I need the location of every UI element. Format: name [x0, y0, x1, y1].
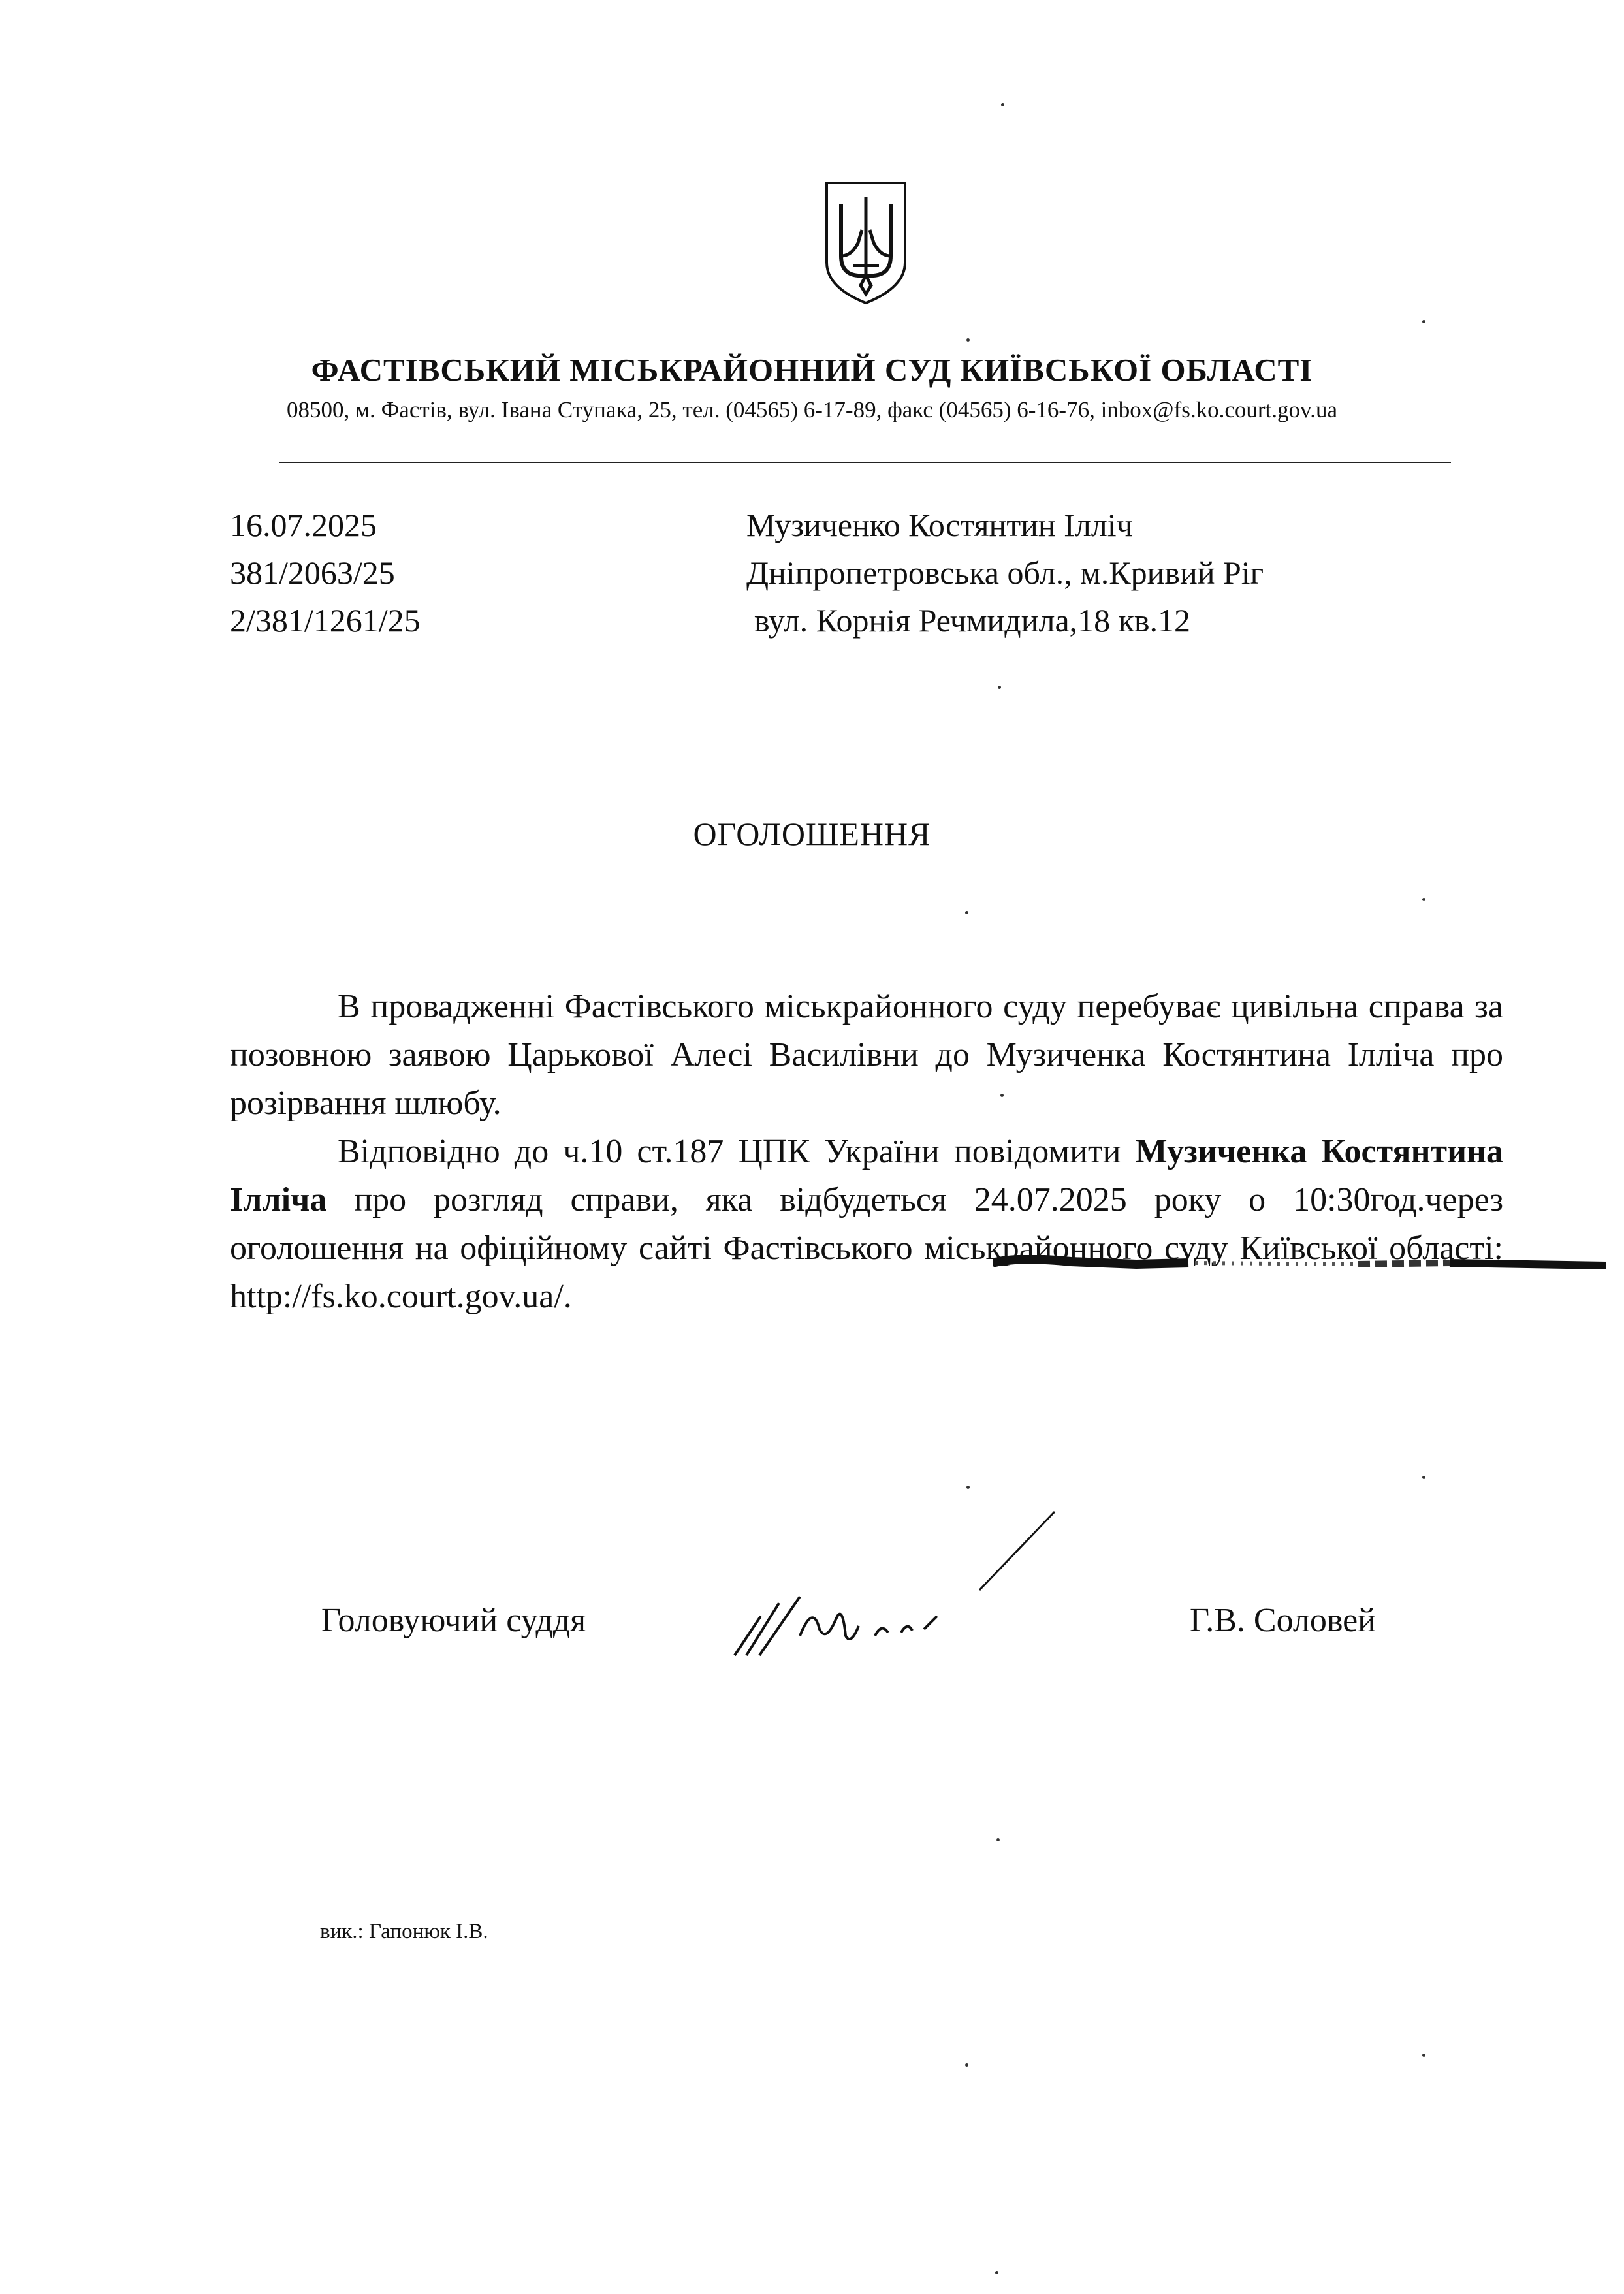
- handwritten-signature: [722, 1505, 1061, 1668]
- scan-speck: [1422, 320, 1425, 323]
- scan-speck: [965, 2063, 968, 2067]
- paragraph-notification: [230, 1128, 1503, 1321]
- proceeding-number: 2/381/1261/25: [230, 602, 421, 639]
- scanner-streak: [993, 1255, 1606, 1275]
- paragraph-proceeding: В провадженні Фастівського міськрайонного суду перебуває цивільна справа за позовною заявою Царькової Алесі Василівни до Музиченка Костянтина Ілліча про розірвання шлюбу.: [230, 988, 1503, 1122]
- scan-speck: [1422, 1476, 1425, 1479]
- scan-speck: [996, 1838, 1000, 1841]
- scan-speck: [965, 911, 968, 914]
- notification-tail: про розгляд справи, яка відбудеться 24.07.2025 року о 10:30год.через оголошення на офіційному сайті Фастівського міськрайонного суду Київської області: http://fs.ko.court.gov.ua/.: [230, 1181, 1503, 1315]
- scan-speck: [966, 338, 970, 342]
- court-name: ФАСТІВСЬКИЙ МІСЬКРАЙОННИЙ СУД КИЇВСЬКОЇ ОБЛАСТІ: [311, 352, 1313, 388]
- scan-speck: [966, 1486, 970, 1489]
- recipient-region-city: Дніпропетровська обл., м.Кривий Ріг: [746, 554, 1264, 591]
- recipient-name: Музиченко Костянтин Ілліч: [746, 507, 1133, 543]
- scan-speck: [1000, 1094, 1004, 1097]
- executor-line: вик.: Гапонюк І.В.: [320, 1920, 488, 1943]
- scan-speck: [1422, 2054, 1425, 2057]
- signature-position: Головуючий суддя: [321, 1602, 586, 1639]
- header-divider: [279, 462, 1451, 463]
- defendant-name-bold: Музиченка Костянтина Ілліча: [230, 1133, 1503, 1219]
- scan-speck: [998, 686, 1001, 689]
- document-heading: ОГОЛОШЕННЯ: [693, 816, 931, 852]
- scan-speck: [1422, 898, 1425, 901]
- court-address: 08500, м. Фастів, вул. Івана Ступака, 25, тел. (04565) 6-17-89, факс (04565) 6-16-76, inbox@fs.ko.court.gov.ua: [286, 397, 1337, 422]
- trident-coat-of-arms-icon: [820, 178, 912, 308]
- case-number: 381/2063/25: [230, 554, 395, 591]
- document-date: 16.07.2025: [230, 507, 377, 543]
- scan-speck: [995, 2271, 998, 2274]
- recipient-street: вул. Корнія Речмидила,18 кв.12: [754, 602, 1191, 639]
- scan-speck: [1001, 103, 1004, 106]
- judge-name: Г.В. Соловей: [1190, 1602, 1376, 1639]
- notification-lead: Відповідно до ч.10 ст.187 ЦПК України повідомити: [338, 1133, 1136, 1170]
